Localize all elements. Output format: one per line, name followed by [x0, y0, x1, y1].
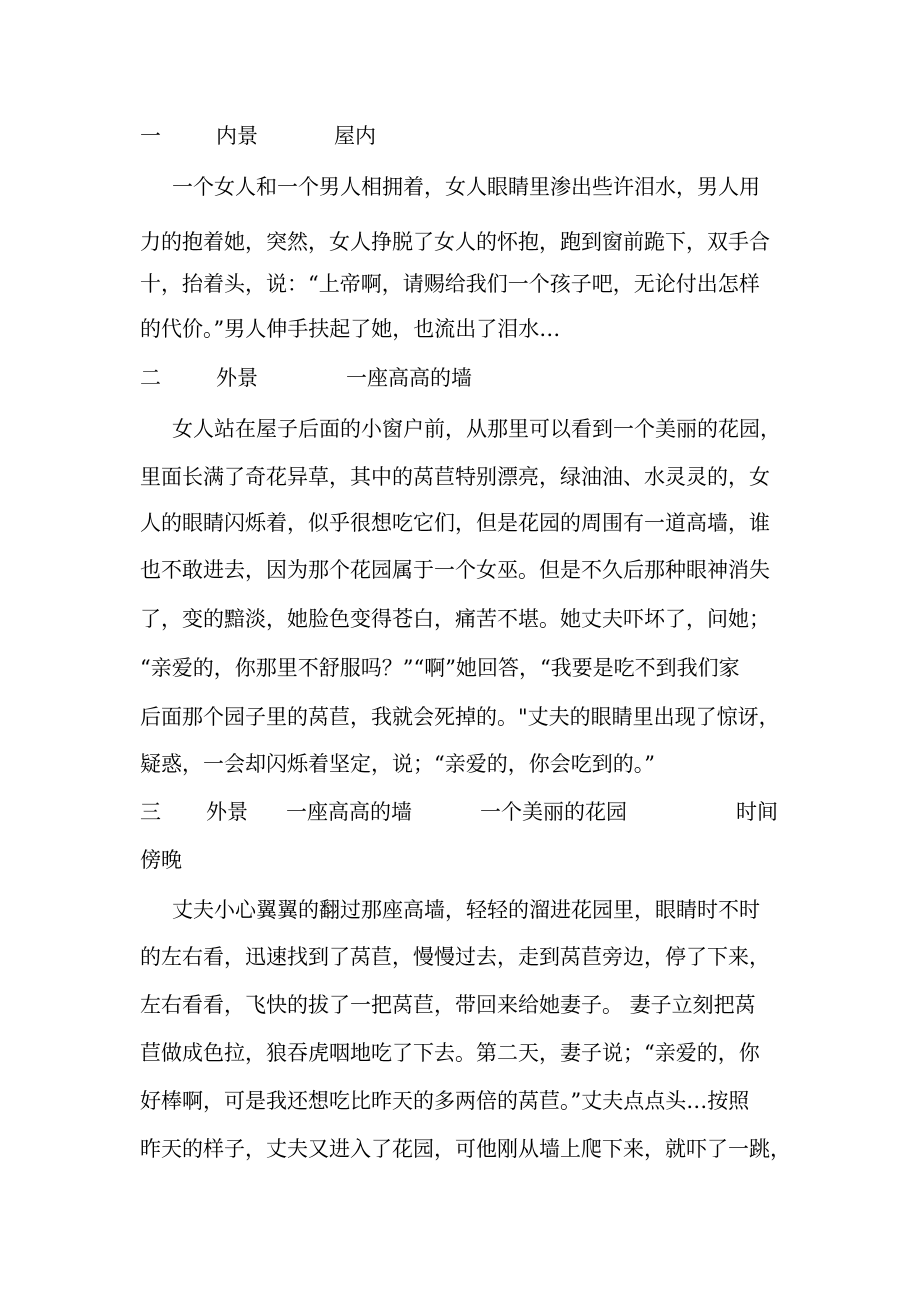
paragraph-line: 女人站在屋子后面的小窗户前，从那里可以看到一个美丽的花园，	[172, 417, 781, 441]
scene-location: 外景	[216, 366, 258, 390]
scene-number: 三	[140, 800, 161, 824]
scene-time-label: 时间	[736, 800, 778, 824]
paragraph-line: 力的抱着她，突然，女人挣脱了女人的怀抱，跑到窗前跪下，双手合	[140, 230, 770, 254]
paragraph-line: 昨天的样子，丈夫又进入了花园，可他刚从墙上爬下来，就吓了一跳，	[140, 1137, 791, 1161]
paragraph-line: 十，抬着头，说：“上帝啊，请赐给我们一个孩子吧，无论付出怎样	[140, 272, 760, 296]
paragraph-line: 了，变的黯淡，她脸色变得苍白，痛苦不堪。她丈夫吓坏了，问她；	[140, 607, 770, 631]
paragraph-line: 疑惑，一会却闪烁着坚定，说；“亲爱的，你会吃到的。”	[140, 752, 655, 776]
paragraph-line: 苣做成色拉，狼吞虎咽地吃了下去。第二天，妻子说；“亲爱的，你	[140, 1041, 760, 1065]
paragraph-line: 丈夫小心翼翼的翻过那座高墙，轻轻的溜进花园里，眼睛时不时	[172, 898, 760, 922]
scene-place: 一座高高的墙	[346, 366, 472, 390]
paragraph-line: 后面那个园子里的莴苣，我就会死掉的。"丈夫的眼睛里出现了惊讶，	[140, 705, 780, 729]
scene-number: 一	[140, 124, 161, 148]
scene-location: 内景	[216, 124, 258, 148]
paragraph-line: 好棒啊，可是我还想吃比昨天的多两倍的莴苣。”丈夫点点头…按照	[140, 1089, 750, 1113]
paragraph-line: 人的眼睛闪烁着，似乎很想吃它们，但是花园的周围有一道高墙，谁	[140, 511, 770, 535]
paragraph-line: 里面长满了奇花异草，其中的莴苣特别漂亮，绿油油、水灵灵的，女	[140, 465, 770, 489]
paragraph-line: 的代价。”男人伸手扶起了她，也流出了泪水…	[140, 317, 561, 341]
scene-place: 一个美丽的花园	[480, 800, 627, 824]
scene-number: 二	[140, 366, 161, 390]
paragraph-line: 的左右看，迅速找到了莴苣，慢慢过去，走到莴苣旁边，停了下来，	[140, 945, 770, 969]
paragraph-line: “亲爱的，你那里不舒服吗？”“啊”她回答，“我要是吃不到我们家	[140, 656, 740, 680]
paragraph-line: 左右看看，飞快的拔了一把莴苣，带回来给她妻子。 妻子立刻把莴	[140, 993, 756, 1017]
paragraph-line: 一个女人和一个男人相拥着，女人眼睛里渗出些许泪水，男人用	[172, 175, 760, 199]
scene-place: 屋内	[334, 124, 376, 148]
scene-place: 一座高高的墙	[286, 800, 412, 824]
paragraph-line: 也不敢进去，因为那个花园属于一个女巫。但是不久后那种眼神消失	[140, 558, 770, 582]
scene-time-value: 傍晚	[140, 848, 182, 872]
scene-location: 外景	[206, 800, 248, 824]
